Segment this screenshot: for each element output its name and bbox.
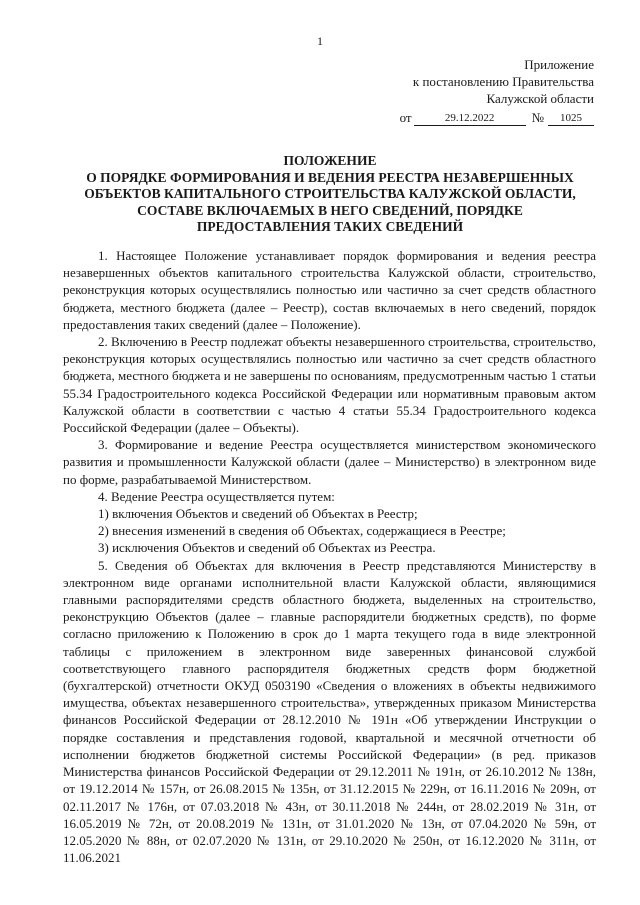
document-number: 1025 <box>548 112 594 126</box>
title-line-5: ПРЕДОСТАВЛЕНИЯ ТАКИХ СВЕДЕНИЙ <box>196 219 464 234</box>
appendix-label: Приложение <box>524 57 594 72</box>
appendix-region: Калужской области <box>486 91 594 106</box>
list-item-1: 1) включения Объектов и сведений об Объектах в Реестр; <box>98 506 418 522</box>
title-line-2: О ПОРЯДКЕ ФОРМИРОВАНИЯ И ВЕДЕНИЯ РЕЕСТРА НЕЗАВЕРШЕННЫХ <box>86 169 574 185</box>
from-label: от <box>399 110 412 125</box>
paragraph-4: 4. Ведение Реестра осуществляется путем: <box>98 488 335 504</box>
paragraph-2: 2. Включению в Реестр подлежат объекты незавершенного строительства, строительство, реконструкция которых осуществлялись полностью или частично за счет средств областного бюджета, местного бюджета и не завершены по основаниям, предусмотренным частью 1 статьи 55.34 Градостроительного кодекса Российской Федерации или нормативным правовым актом Калужской области в соответствии с частью 4 статьи 55.34 Градостроительного кодекса Российской Федерации (далее – Объекты). <box>63 334 596 436</box>
page-number: 1 <box>317 34 323 48</box>
document-title <box>60 153 600 236</box>
paragraph-3: 3. Формирование и ведение Реестра осуществляется министерством экономического развития и промышленности Калужской области (далее – Министерство) в электронном виде по форме, разрабатываемой Министерством. <box>63 437 596 487</box>
paragraph-5: 5. Сведения об Объектах для включения в Реестр представляются Министерству в электронном виде органами исполнительной власти Калужской области, являющимися главными распорядителями средств областного бюджета, выделенных на строительство, реконструкцию Объектов (далее – главные распорядители бюджетных средств), по форме согласно приложению к Положению в срок до 1 марта текущего года в виде электронной таблицы с приложением в электронном виде заверенных финансовой службой соответствующего главного распорядителя бюджетных средств форм бюджетной (бухгалтерской) отчетности ОКУД 0503190 «Сведения о вложениях в объекты недвижимого имущества, объектах незавершенного строительства», утвержденных приказом Министерства финансов Российской Федерации от 28.12.2010 № 191н «Об утверждении Инструкции о порядке составления и представления годовой, квартальной и месячной отчетности об исполнении бюджетов бюджетной системы Российской Федерации» (в ред. приказов Министерства финансов Российской Федерации от 29.12.2011 № 191н, от 26.10.2012 № 138н, от 19.12.2014 № 157н, от 26.08.2015 № 135н, от 31.12.2015 № 229н, от 16.11.2016 № 209н, от 02.11.2017 № 176н, от 07.03.2018 № 43н, от 30.11.2018 № 244н, от 28.02.2019 № 31н, от 16.05.2019 № 72н, от 20.08.2019 № 131н, от 31.01.2020 № 13н, от 07.04.2020 № 59н, от 12.05.2020 № 88н, от 02.07.2020 № 131н, от 29.10.2020 № 250н, от 16.12.2020 № 311н, от 11.06.2021 <box>63 557 596 866</box>
appendix-block <box>364 56 594 126</box>
list-item-2: 2) внесения изменений в сведения об Объектах, содержащиеся в Реестре; <box>98 523 506 539</box>
title-line-3: ОБЪЕКТОВ КАПИТАЛЬНОГО СТРОИТЕЛЬСТВА КАЛУЖСКОЙ ОБЛАСТИ, <box>84 186 576 201</box>
document-date: 29.12.2022 <box>414 112 526 126</box>
title-line-1: ПОЛОЖЕНИЕ <box>283 153 377 168</box>
title-line-4: СОСТАВЕ ВКЛЮЧАЕМЫХ В НЕГО СВЕДЕНИЙ, ПОРЯДКЕ <box>137 202 523 218</box>
appendix-date-number-line <box>364 109 594 126</box>
list-item-3: 3) исключения Объектов и сведений об Объектах из Реестра. <box>98 540 436 556</box>
document-body <box>63 247 596 866</box>
paragraph-1: 1. Настоящее Положение устанавливает порядок формирования и ведения реестра незавершенных объектов капитального строительства Калужской области, строительство, реконструкция которых осуществлялись полностью или частично за счет средств областного бюджета, местного бюджета (далее – Реестр), состав включаемых в него сведений, порядок предоставления таких сведений (далее – Положение). <box>63 248 596 332</box>
appendix-resolution: к постановлению Правительства <box>412 74 594 89</box>
number-sign: № <box>531 110 544 125</box>
